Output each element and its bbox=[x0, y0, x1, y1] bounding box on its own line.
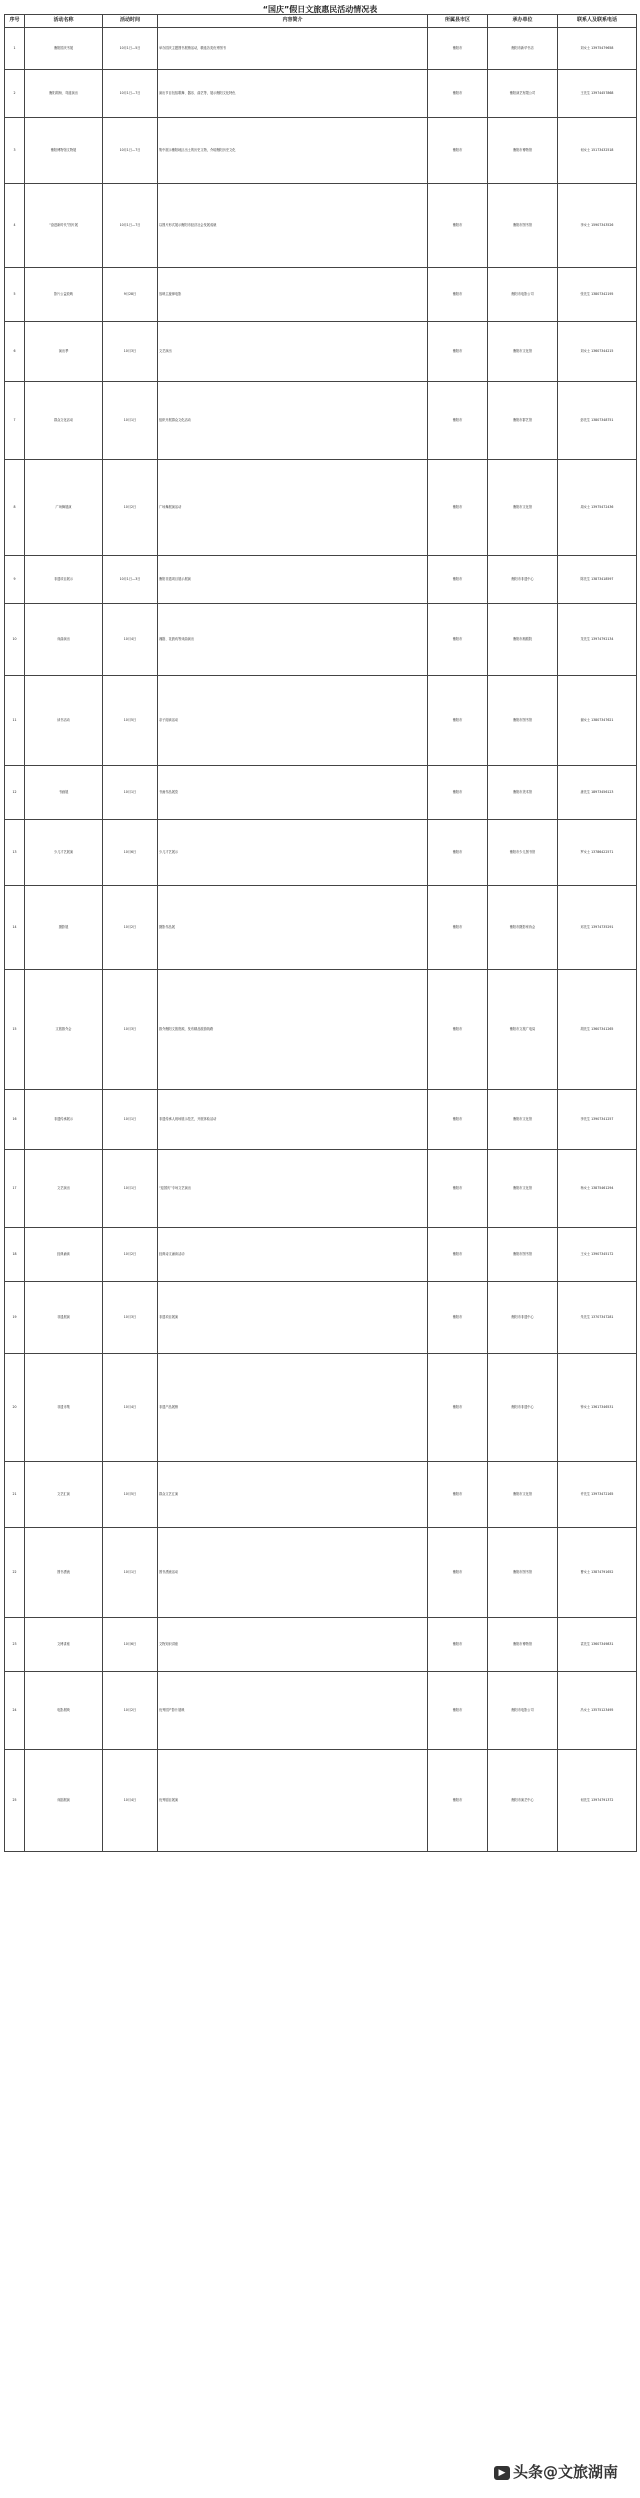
cell-contact: 胡先生 13607341265 bbox=[558, 970, 637, 1090]
cell-name: 书画展 bbox=[25, 766, 103, 820]
cell-county: 衡阳市 bbox=[428, 268, 488, 322]
cell-time: 10月1日—7日 bbox=[103, 184, 158, 268]
cell-no: 14 bbox=[5, 886, 25, 970]
cell-time: 10月1日 bbox=[103, 1528, 158, 1618]
cell-county: 衡阳市 bbox=[428, 382, 488, 460]
cell-no: 3 bbox=[5, 118, 25, 184]
header-contact: 联系人及联系电话 bbox=[558, 15, 637, 28]
cell-time: 10月6日 bbox=[103, 1618, 158, 1672]
cell-no: 20 bbox=[5, 1354, 25, 1462]
table-row bbox=[5, 460, 637, 556]
watermark-text: 头条@文旅湖南 bbox=[512, 2463, 618, 2481]
cell-name: 群众文化活动 bbox=[25, 382, 103, 460]
cell-time: 10月3日 bbox=[103, 1282, 158, 1354]
toutiao-icon: ▶ bbox=[494, 2466, 510, 2480]
cell-org: 衡阳市博物馆 bbox=[488, 1618, 558, 1672]
cell-county: 衡阳市 bbox=[428, 1618, 488, 1672]
cell-org: 衡阳市新华书店 bbox=[488, 28, 558, 70]
cell-name: 衡阳博物馆文物展 bbox=[25, 118, 103, 184]
cell-no: 21 bbox=[5, 1462, 25, 1528]
cell-contact: 何先生 13974791372 bbox=[558, 1750, 637, 1852]
cell-time: 10月3日 bbox=[103, 322, 158, 382]
cell-desc: 组织开展群众文化活动 bbox=[158, 382, 428, 460]
cell-org: 衡阳市非遗中心 bbox=[488, 1354, 558, 1462]
cell-contact: 张先生 13807342195 bbox=[558, 268, 637, 322]
cell-name: 文博讲座 bbox=[25, 1618, 103, 1672]
table-row bbox=[5, 1528, 637, 1618]
cell-desc: 优秀国产影片展映 bbox=[158, 1672, 428, 1750]
cell-no: 16 bbox=[5, 1090, 25, 1150]
cell-time: 10月1日 bbox=[103, 382, 158, 460]
cell-county: 衡阳市 bbox=[428, 970, 488, 1090]
cell-contact: 杨女士 13875461294 bbox=[558, 1150, 637, 1228]
cell-contact: 彭先生 13807348751 bbox=[558, 382, 637, 460]
cell-contact: 曹女士 13874791652 bbox=[558, 1528, 637, 1618]
cell-org: 衡阳市文化馆 bbox=[488, 1462, 558, 1528]
cell-time: 10月1日—3日 bbox=[103, 556, 158, 604]
cell-contact: 冯女士 13575123495 bbox=[558, 1672, 637, 1750]
table-row bbox=[5, 676, 637, 766]
cell-contact: 唐先生 18973456123 bbox=[558, 766, 637, 820]
cell-desc: 书画作品展览 bbox=[158, 766, 428, 820]
cell-desc: 演出节目包括歌舞、器乐、曲艺等，展示衡阳文化特色 bbox=[158, 70, 428, 118]
cell-county: 衡阳市 bbox=[428, 460, 488, 556]
cell-no: 25 bbox=[5, 1750, 25, 1852]
cell-time: 10月1日—7日 bbox=[103, 70, 158, 118]
cell-time: 10月2日 bbox=[103, 460, 158, 556]
cell-org: 衡阳市文化馆 bbox=[488, 1150, 558, 1228]
table-row bbox=[5, 1618, 637, 1672]
cell-name: 非遗传承展示 bbox=[25, 1090, 103, 1150]
cell-contact: 刘女士 13607344215 bbox=[558, 322, 637, 382]
cell-county: 衡阳市 bbox=[428, 1528, 488, 1618]
cell-contact: 罗女士 13786422571 bbox=[558, 820, 637, 886]
cell-name: 影片公益放映 bbox=[25, 268, 103, 322]
cell-org: 衡阳市图书馆 bbox=[488, 676, 558, 766]
cell-name: 衡阳胡杨、弯道演出 bbox=[25, 70, 103, 118]
cell-no: 6 bbox=[5, 322, 25, 382]
cell-desc: 非遗项目展演 bbox=[158, 1282, 428, 1354]
cell-county: 衡阳市 bbox=[428, 70, 488, 118]
cell-desc: 亲子阅读活动 bbox=[158, 676, 428, 766]
header-county: 所属县市区 bbox=[428, 15, 488, 28]
cell-desc: “迎国庆”专场文艺演出 bbox=[158, 1150, 428, 1228]
cell-contact: 李女士 15907343526 bbox=[558, 184, 637, 268]
cell-contact: 钟女士 13617346531 bbox=[558, 1354, 637, 1462]
cell-org: 衡阳市群艺馆 bbox=[488, 382, 558, 460]
cell-org: 衡阳市图书馆 bbox=[488, 184, 558, 268]
cell-desc: 以图片形式展示衡阳市经济社会发展成就 bbox=[158, 184, 428, 268]
cell-org: 衡阳市图书馆 bbox=[488, 1528, 558, 1618]
cell-time: 10月2日 bbox=[103, 1228, 158, 1282]
table-row bbox=[5, 1750, 637, 1852]
cell-org: 衡阳市非遗中心 bbox=[488, 1282, 558, 1354]
cell-no: 2 bbox=[5, 70, 25, 118]
cell-name: 文旅推介会 bbox=[25, 970, 103, 1090]
cell-county: 衡阳市 bbox=[428, 118, 488, 184]
cell-org: 衡阳市博物馆 bbox=[488, 118, 558, 184]
cell-no: 11 bbox=[5, 676, 25, 766]
cell-name: 非遗项目展示 bbox=[25, 556, 103, 604]
cell-time: 10月4日 bbox=[103, 604, 158, 676]
cell-time: 10月3日 bbox=[103, 970, 158, 1090]
cell-desc: 推介衡阳文旅资源，发布精品旅游线路 bbox=[158, 970, 428, 1090]
cell-org: 衡阳市电影公司 bbox=[488, 1672, 558, 1750]
cell-desc: 文物知识讲座 bbox=[158, 1618, 428, 1672]
cell-county: 衡阳市 bbox=[428, 1750, 488, 1852]
cell-name: 经典诵读 bbox=[25, 1228, 103, 1282]
cell-name: 非遗展演 bbox=[25, 1282, 103, 1354]
table-row bbox=[5, 1672, 637, 1750]
cell-county: 衡阳市 bbox=[428, 28, 488, 70]
cell-no: 24 bbox=[5, 1672, 25, 1750]
cell-name: 文艺演出 bbox=[25, 1150, 103, 1228]
cell-no: 12 bbox=[5, 766, 25, 820]
cell-desc: 举办国庆主题图书展销活动，精选各类优秀图书 bbox=[158, 28, 428, 70]
cell-org: 衡阳市美术馆 bbox=[488, 766, 558, 820]
cell-no: 19 bbox=[5, 1282, 25, 1354]
cell-county: 衡阳市 bbox=[428, 322, 488, 382]
table-row bbox=[5, 28, 637, 70]
table-row bbox=[5, 970, 637, 1090]
header-desc: 内容简介 bbox=[158, 15, 428, 28]
header-name: 活动名称 bbox=[25, 15, 103, 28]
cell-name: 少儿才艺展演 bbox=[25, 820, 103, 886]
cell-time: 10月1日—5日 bbox=[103, 28, 158, 70]
cell-org: 衡阳市文旅广电局 bbox=[488, 970, 558, 1090]
cell-contact: 谢女士 13807347621 bbox=[558, 676, 637, 766]
cell-time: 10月1日 bbox=[103, 1150, 158, 1228]
cell-desc: 优秀剧目展演 bbox=[158, 1750, 428, 1852]
cell-contact: 龙先生 13974792134 bbox=[558, 604, 637, 676]
cell-county: 衡阳市 bbox=[428, 1090, 488, 1150]
cell-desc: 少儿才艺展示 bbox=[158, 820, 428, 886]
cell-county: 衡阳市 bbox=[428, 820, 488, 886]
cell-org: 衡阳市湘剧院 bbox=[488, 604, 558, 676]
table-row bbox=[5, 1462, 637, 1528]
table-row bbox=[5, 886, 637, 970]
cell-county: 衡阳市 bbox=[428, 604, 488, 676]
cell-name: 图书漂流 bbox=[25, 1528, 103, 1618]
cell-name: 戏曲演出 bbox=[25, 604, 103, 676]
cell-desc: 非遗传承人现场展示技艺，开展体验活动 bbox=[158, 1090, 428, 1150]
cell-time: 9月28日 bbox=[103, 268, 158, 322]
cell-name: 广场舞展演 bbox=[25, 460, 103, 556]
cell-desc: 非遗产品展销 bbox=[158, 1354, 428, 1462]
cell-name: 非遗市集 bbox=[25, 1354, 103, 1462]
cell-contact: 许先生 13973472165 bbox=[558, 1462, 637, 1528]
cell-desc: 图书漂流活动 bbox=[158, 1528, 428, 1618]
cell-name: 读书活动 bbox=[25, 676, 103, 766]
cell-contact: 邓先生 13974735291 bbox=[558, 886, 637, 970]
table-row bbox=[5, 322, 637, 382]
cell-desc: 文艺演出 bbox=[158, 322, 428, 382]
table-body bbox=[5, 28, 637, 1852]
cell-org: 衡阳市文化馆 bbox=[488, 322, 558, 382]
cell-org: 衡阳市图书馆 bbox=[488, 1228, 558, 1282]
cell-no: 7 bbox=[5, 382, 25, 460]
cell-name: 文艺汇演 bbox=[25, 1462, 103, 1528]
cell-name: 戏剧展演 bbox=[25, 1750, 103, 1852]
cell-org: 衡阳市文化馆 bbox=[488, 1090, 558, 1150]
cell-time: 10月4日 bbox=[103, 1354, 158, 1462]
cell-county: 衡阳市 bbox=[428, 1672, 488, 1750]
table-row bbox=[5, 1354, 637, 1462]
table-row bbox=[5, 268, 637, 322]
watermark bbox=[490, 2459, 622, 2484]
cell-org: 衡阳市非遗中心 bbox=[488, 556, 558, 604]
table-row bbox=[5, 766, 637, 820]
table-row bbox=[5, 70, 637, 118]
cell-desc: 衡阳非遗项目展示展演 bbox=[158, 556, 428, 604]
cell-county: 衡阳市 bbox=[428, 1282, 488, 1354]
cell-org: 衡阳市摄影家协会 bbox=[488, 886, 558, 970]
table-row bbox=[5, 556, 637, 604]
cell-org: 衡阳市文化馆 bbox=[488, 460, 558, 556]
header-time: 活动时间 bbox=[103, 15, 158, 28]
cell-county: 衡阳市 bbox=[428, 556, 488, 604]
cell-no: 10 bbox=[5, 604, 25, 676]
cell-no: 17 bbox=[5, 1150, 25, 1228]
cell-desc: 群众文艺汇演 bbox=[158, 1462, 428, 1528]
cell-county: 衡阳市 bbox=[428, 1150, 488, 1228]
cell-time: 10月1日—7日 bbox=[103, 118, 158, 184]
cell-no: 1 bbox=[5, 28, 25, 70]
cell-desc: 集中展示衡阳地区出土的历史文物，介绍衡阳历史文化 bbox=[158, 118, 428, 184]
cell-org: 衡阳演艺有限公司 bbox=[488, 70, 558, 118]
table-row bbox=[5, 1282, 637, 1354]
cell-time: 10月1日 bbox=[103, 766, 158, 820]
cell-name: 摄影展 bbox=[25, 886, 103, 970]
cell-org: 衡阳市电影公司 bbox=[488, 268, 558, 322]
cell-no: 5 bbox=[5, 268, 25, 322]
cell-county: 衡阳市 bbox=[428, 676, 488, 766]
cell-county: 衡阳市 bbox=[428, 1228, 488, 1282]
cell-contact: 王女士 13907345172 bbox=[558, 1228, 637, 1282]
table-row bbox=[5, 604, 637, 676]
cell-county: 衡阳市 bbox=[428, 1354, 488, 1462]
header-org: 承办单位 bbox=[488, 15, 558, 28]
cell-contact: 李先生 13907341257 bbox=[558, 1090, 637, 1150]
cell-desc: 湘剧、花鼓戏等戏曲演出 bbox=[158, 604, 428, 676]
cell-contact: 何女士 15173432518 bbox=[558, 118, 637, 184]
cell-contact: 王先生 13974457868 bbox=[558, 70, 637, 118]
cell-org: 衡阳市演艺中心 bbox=[488, 1750, 558, 1852]
cell-org: 衡阳市少儿图书馆 bbox=[488, 820, 558, 886]
cell-no: 23 bbox=[5, 1618, 25, 1672]
cell-name: 衡阳国庆书展 bbox=[25, 28, 103, 70]
cell-contact: 陈先生 13873418597 bbox=[558, 556, 637, 604]
cell-contact: 袁先生 13607349831 bbox=[558, 1618, 637, 1672]
cell-county: 衡阳市 bbox=[428, 886, 488, 970]
cell-contact: 周女士 13975472436 bbox=[558, 460, 637, 556]
table-row bbox=[5, 118, 637, 184]
table-row bbox=[5, 382, 637, 460]
cell-county: 衡阳市 bbox=[428, 184, 488, 268]
table-row bbox=[5, 820, 637, 886]
cell-county: 衡阳市 bbox=[428, 766, 488, 820]
cell-name: 演出季 bbox=[25, 322, 103, 382]
cell-no: 18 bbox=[5, 1228, 25, 1282]
cell-desc: 摄影作品展 bbox=[158, 886, 428, 970]
cell-no: 22 bbox=[5, 1528, 25, 1618]
cell-no: 9 bbox=[5, 556, 25, 604]
table-row bbox=[5, 1228, 637, 1282]
cell-desc: 放映主旋律电影 bbox=[158, 268, 428, 322]
header-no: 序号 bbox=[5, 15, 25, 28]
cell-time: 10月2日 bbox=[103, 1672, 158, 1750]
cell-desc: 广场舞展演活动 bbox=[158, 460, 428, 556]
cell-no: 13 bbox=[5, 820, 25, 886]
cell-time: 10月4日 bbox=[103, 1750, 158, 1852]
table-header-row bbox=[5, 15, 637, 28]
document-title: “国庆”假日文旅惠民活动情况表 bbox=[262, 5, 378, 14]
cell-name: 电影展映 bbox=[25, 1672, 103, 1750]
cell-time: 10月2日 bbox=[103, 886, 158, 970]
cell-contact: 刘女士 13975479658 bbox=[558, 28, 637, 70]
cell-time: 10月5日 bbox=[103, 1462, 158, 1528]
cell-desc: 经典诗文诵读活动 bbox=[158, 1228, 428, 1282]
table-row bbox=[5, 184, 637, 268]
cell-contact: 朱先生 13707347281 bbox=[558, 1282, 637, 1354]
cell-no: 15 bbox=[5, 970, 25, 1090]
cell-county: 衡阳市 bbox=[428, 1462, 488, 1528]
activity-table bbox=[4, 14, 637, 1852]
cell-time: 10月6日 bbox=[103, 820, 158, 886]
cell-time: 10月1日 bbox=[103, 1090, 158, 1150]
cell-name: “奋进新时代”图片展 bbox=[25, 184, 103, 268]
cell-time: 10月5日 bbox=[103, 676, 158, 766]
cell-no: 8 bbox=[5, 460, 25, 556]
table-row bbox=[5, 1090, 637, 1150]
table-row bbox=[5, 1150, 637, 1228]
cell-no: 4 bbox=[5, 184, 25, 268]
